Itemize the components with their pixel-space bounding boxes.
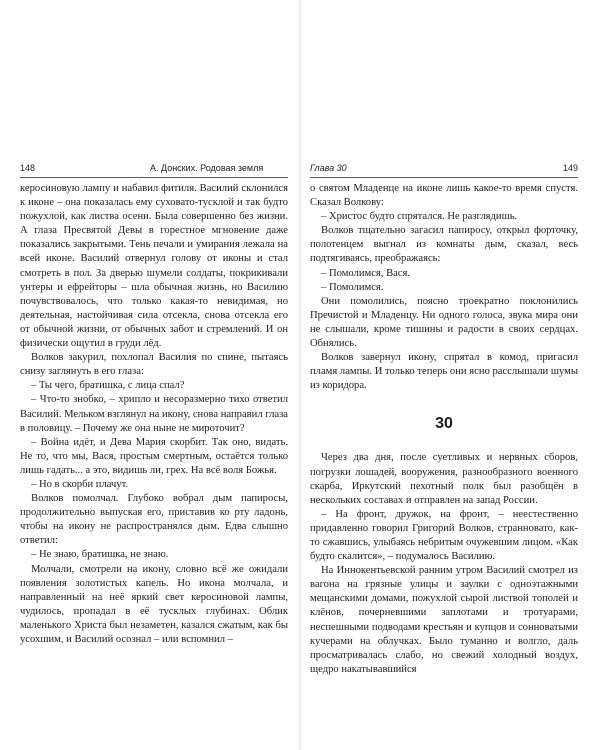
chapter-number: 30	[435, 415, 453, 433]
paragraph: – Не знаю, братишка, не знаю.	[31, 549, 169, 561]
paragraph: Волков помолчал. Глубоко вобрал дым папиросы, продолжительно выпуская его, приставив ко рту ладонь, чтобы на икону не распространялся дым. Едва слышно ответил:	[20, 493, 288, 547]
left-running-head	[20, 160, 288, 178]
paragraph: Они помолились, поясно троекратно поклонились Пречистой и Младенцу. Ни одного голоса, звука мира они не слышали, кроме тишины и радости в своих сердцах. Обнялись.	[310, 295, 578, 350]
paragraph: Через два дня, после суетливых и нервных сборов, погрузки лошадей, вооружения, разнообразного военного скарба, Иркутский пехотный полк был разобщён в нескольких составах и отправлен на запад России.	[310, 452, 578, 506]
paragraph: о святом Младенце на иконе лишь какое-то время спустя. Сказал Волкову:	[310, 183, 578, 209]
left-body-text	[20, 182, 288, 647]
paragraph: На Иннокентьевской ранним утром Василий смотрел из вагона на грязные улицы и заулки с одноэтажными мещанскими домами, пожухлой сырой листвой тополей и клёнов, почерневшими заплотами и тротуарами, неспешными подводами крестьян и купцов и сонноватыми кучерами на облучках. Было туманно и волгло, даль просматривалась слабо, но свежий холодный воздух, щедро накатывавшийся	[310, 565, 578, 675]
left-running-title: А. Донских. Родовая земля	[150, 163, 264, 173]
right-running-head	[310, 160, 578, 178]
paragraph: – Война идёт, и Дева Мария скорбит. Так оно, видать. Не то, что мы, Вася, простым смертным, остаётся только лишь гадать... а это, видишь ли, грех. На всё воля Божья.	[20, 436, 288, 476]
paragraph: – Христос будто спрятался. Не разглядишь.	[321, 211, 518, 223]
paragraph: – Ты чего, братишка, с лица спал?	[31, 380, 185, 392]
paragraph: – Помолимся.	[321, 281, 384, 293]
paragraph: – Но в скорби плачут.	[31, 478, 129, 490]
paragraph: Волков тщательно загасил папиросу, открыл форточку, полотенцем выгнал из комнаты дым, сказал, весь подтягиваясь, преображаясь:	[310, 225, 578, 265]
paragraph: – На фронт, дружок, на фронт, – неестественно придавленно говорил Григорий Волков, странновато, как-то сжавшись, улыбаясь небритым очужевшим лицом. «Как будто скалится», – подумалось Василию.	[310, 508, 578, 563]
paragraph: керосиновую лампу и набавил фитиля. Василий склонился к иконе – она показалась ему суховато-тусклой и так будто пожухлой, как листва осени. Была совершенно без жизни. А глаза Пресвятой Девы в горестное мгновение даже показались закрытыми. Тень печали и умирания лежала на всей иконе. Василий отвернул голову от иконы и стал смотреть в пол. За дверью шумели солдаты, покрикивали унтеры и ефрейторы – шла обычная жизнь, но Василию почувствовалось, что только какая-то невидимая, но деятельная, настойчивая сила отсекла, снова отсекла его от обычной жизни, от обычных забот и стремлений. И он физически ощутил в груди лёд.	[20, 183, 288, 350]
right-body-text	[310, 182, 578, 677]
left-page	[20, 160, 288, 700]
paragraph: – Что-то знобко, – хрипло и несоразмерно тихо ответил Василий. Мельком взглянул на икону, снова направил глаза в половицу. – Почему же она ныне не мироточит?	[20, 394, 288, 434]
paragraph: – Помолимся, Вася.	[321, 267, 411, 279]
paragraph: Волков закурил, похлопал Василия по спине, пытаясь снизу заглянуть в его глаза:	[20, 352, 288, 378]
right-page	[310, 160, 578, 700]
page-gutter	[299, 0, 301, 750]
right-running-title: Глава 30	[310, 163, 347, 173]
right-page-number: 149	[562, 163, 578, 173]
paragraph: Волков завернул икону, спрятал в комод, пригасил пламя лампы. И только теперь они ясно расслышали шумы из коридора.	[310, 352, 578, 392]
left-page-number: 148	[20, 163, 36, 173]
paragraph: Молчали, смотрели на икону, словно всё же ожидали появления золотистых капель. Но икона молчала, и направленный на неё яркий свет керосиновой лампы, чудилось, пропадал в её тусклых глубинах. Облик маленького Христа был незаметен, казался сжатым, как бы усохшим, и Василий осознал – или вспомнил –	[20, 563, 288, 645]
